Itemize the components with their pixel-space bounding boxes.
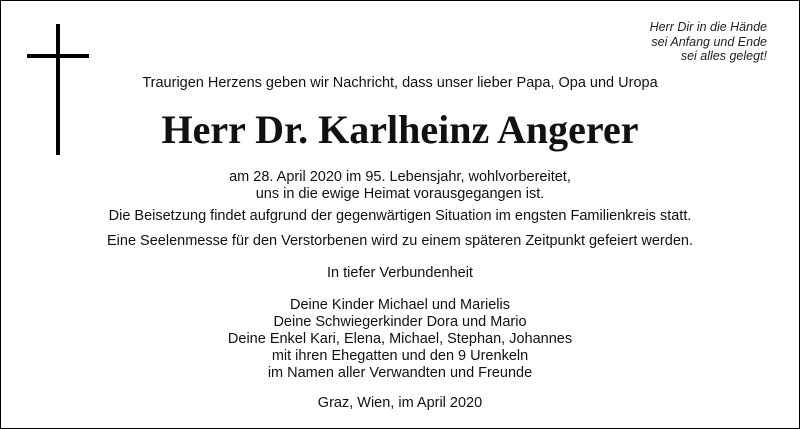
quote-line: Herr Dir in die Hände (649, 20, 767, 34)
place-date: Graz, Wien, im April 2020 (317, 395, 483, 411)
quote-line: sei alles gelegt! (680, 49, 767, 63)
cross-horizontal-bar (27, 54, 89, 58)
family-line: Deine Kinder Michael und Marielis (289, 297, 511, 313)
family-line: im Namen aller Verwandten und Freunde (267, 365, 533, 381)
detail-line: Die Beisetzung findet aufgrund der gegenwärtigen Situation im engsten Familienkreis statt. (108, 208, 692, 224)
family-line: mit ihren Ehegatten und den 9 Urenkeln (271, 348, 529, 364)
quote-line: sei Anfang und Ende (651, 34, 767, 49)
quote-block (567, 20, 767, 64)
detail-line: Eine Seelenmesse für den Verstorbenen wird zu einem späteren Zeitpunkt gefeiert werden. (107, 233, 693, 249)
deceased-name: Herr Dr. Karlheinz Angerer (161, 107, 639, 152)
detail-line: am 28. April 2020 im 95. Lebensjahr, wohlvorbereitet, (229, 169, 571, 185)
intro-text: Traurigen Herzens geben wir Nachricht, dass unser lieber Papa, Opa und Uropa (142, 75, 658, 91)
family-line: Deine Schwiegerkinder Dora und Mario (273, 314, 527, 330)
family-line: Deine Enkel Kari, Elena, Michael, Stephan, Johannes (227, 331, 573, 347)
detail-line: uns in die ewige Heimat vorausgegangen ist. (255, 186, 545, 202)
closing-text: In tiefer Verbundenheit (327, 265, 473, 281)
